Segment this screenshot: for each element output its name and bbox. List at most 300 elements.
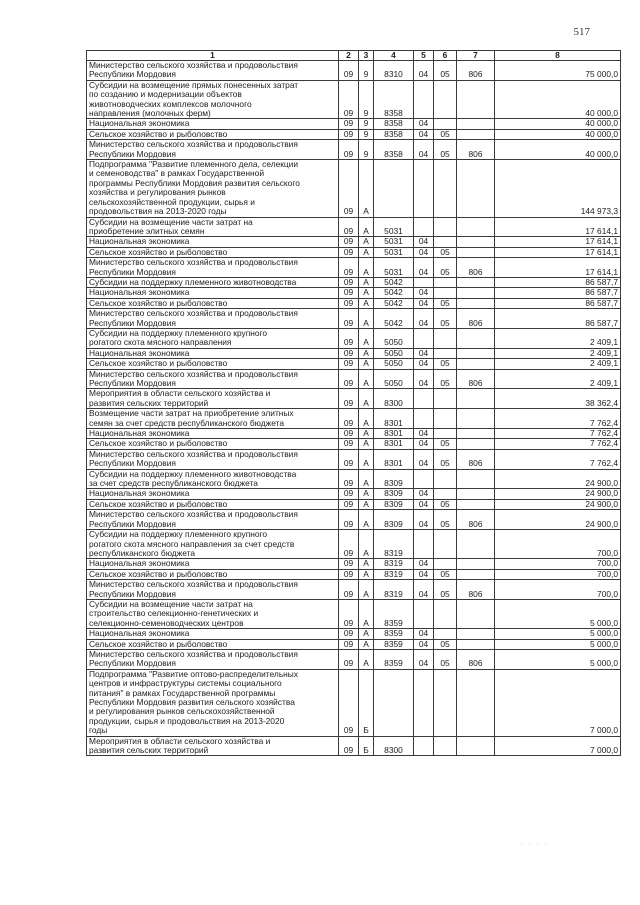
code-cell-2: 09 xyxy=(339,288,359,298)
code-cell-4: 8359 xyxy=(374,639,414,649)
table-row xyxy=(87,389,621,409)
code-cell-3: А xyxy=(359,298,374,308)
amount-cell: 17 614,1 xyxy=(495,237,621,247)
code-cell-5 xyxy=(414,217,434,237)
code-cell-2: 09 xyxy=(339,237,359,247)
row-name-cell: Министерство сельского хозяйства и продовольствия Республики Мордовия xyxy=(87,140,339,160)
code-cell-6 xyxy=(434,328,457,348)
code-cell-2: 09 xyxy=(339,669,359,736)
code-cell-4: 5031 xyxy=(374,237,414,247)
code-cell-6: 05 xyxy=(434,258,457,278)
code-cell-4: 8319 xyxy=(374,569,414,579)
code-cell-2: 09 xyxy=(339,510,359,530)
code-cell-3: А xyxy=(359,629,374,639)
table-row xyxy=(87,160,621,217)
code-cell-6 xyxy=(434,559,457,569)
code-cell-5: 04 xyxy=(414,569,434,579)
row-name-cell: Мероприятия в области сельского хозяйства и развития сельских территорий xyxy=(87,736,339,756)
code-cell-3: А xyxy=(359,510,374,530)
table-row xyxy=(87,140,621,160)
code-cell-5 xyxy=(414,160,434,217)
code-cell-6 xyxy=(434,409,457,429)
table-row xyxy=(87,669,621,736)
code-cell-2: 09 xyxy=(339,348,359,358)
amount-cell: 7 000,0 xyxy=(495,669,621,736)
amount-cell: 24 900,0 xyxy=(495,469,621,489)
code-cell-4: 8319 xyxy=(374,530,414,559)
code-cell-5: 04 xyxy=(414,580,434,600)
code-cell-5: 04 xyxy=(414,359,434,369)
code-cell-7 xyxy=(457,489,495,499)
code-cell-7 xyxy=(457,629,495,639)
code-cell-6: 05 xyxy=(434,140,457,160)
row-name-cell: Министерство сельского хозяйства и продовольствия Республики Мордовия xyxy=(87,510,339,530)
table-row xyxy=(87,569,621,579)
code-cell-4: 8310 xyxy=(374,61,414,81)
code-cell-4 xyxy=(374,160,414,217)
code-cell-2: 09 xyxy=(339,328,359,348)
code-cell-3: А xyxy=(359,569,374,579)
code-cell-3: А xyxy=(359,389,374,409)
code-cell-4: 8309 xyxy=(374,489,414,499)
amount-cell: 7 762,4 xyxy=(495,409,621,429)
code-cell-4: 5042 xyxy=(374,309,414,329)
code-cell-4: 8309 xyxy=(374,510,414,530)
code-cell-3: А xyxy=(359,449,374,469)
amount-cell: 5 000,0 xyxy=(495,639,621,649)
table-row xyxy=(87,217,621,237)
code-cell-4: 8358 xyxy=(374,129,414,139)
table-row xyxy=(87,449,621,469)
table-row xyxy=(87,369,621,389)
amount-cell: 5 000,0 xyxy=(495,629,621,639)
row-name-cell: Министерство сельского хозяйства и продовольствия Республики Мордовия xyxy=(87,258,339,278)
code-cell-5: 04 xyxy=(414,559,434,569)
code-cell-5: 04 xyxy=(414,288,434,298)
code-cell-7: 806 xyxy=(457,510,495,530)
code-cell-7: 806 xyxy=(457,61,495,81)
row-name-cell: Мероприятия в области сельского хозяйства и развития сельских территорий xyxy=(87,389,339,409)
code-cell-6 xyxy=(434,389,457,409)
code-cell-5: 04 xyxy=(414,298,434,308)
code-cell-7 xyxy=(457,736,495,756)
code-cell-2: 09 xyxy=(339,309,359,329)
amount-cell: 75 000,0 xyxy=(495,61,621,81)
table-row xyxy=(87,247,621,257)
code-cell-2: 09 xyxy=(339,369,359,389)
code-cell-6 xyxy=(434,217,457,237)
row-name-cell: Субсидии на возмещение прямых понесенных затрат по созданию и модернизации объектов животноводческих комплексов молочного направления (молочных ферм) xyxy=(87,80,339,119)
code-cell-2: 09 xyxy=(339,409,359,429)
code-cell-7 xyxy=(457,530,495,559)
code-cell-7 xyxy=(457,247,495,257)
code-cell-2: 09 xyxy=(339,258,359,278)
amount-cell: 7 762,4 xyxy=(495,449,621,469)
row-name-cell: Сельское хозяйство и рыболовство xyxy=(87,639,339,649)
amount-cell: 2 409,1 xyxy=(495,348,621,358)
code-cell-2: 09 xyxy=(339,277,359,287)
code-cell-5 xyxy=(414,409,434,429)
row-name-cell: Субсидии на возмещение части затрат на приобретение элитных семян xyxy=(87,217,339,237)
code-cell-6: 05 xyxy=(434,449,457,469)
code-cell-3: А xyxy=(359,469,374,489)
code-cell-5: 04 xyxy=(414,237,434,247)
code-cell-4: 8359 xyxy=(374,629,414,639)
column-header-6: 6 xyxy=(434,51,457,61)
code-cell-7 xyxy=(457,569,495,579)
code-cell-2: 09 xyxy=(339,469,359,489)
code-cell-2: 09 xyxy=(339,129,359,139)
amount-cell: 7 000,0 xyxy=(495,736,621,756)
column-header-1: 1 xyxy=(87,51,339,61)
code-cell-7: 806 xyxy=(457,369,495,389)
row-name-cell: Министерство сельского хозяйства и продовольствия Республики Мордовия xyxy=(87,649,339,669)
table-row xyxy=(87,439,621,449)
code-cell-7: 806 xyxy=(457,449,495,469)
row-name-cell: Национальная экономика xyxy=(87,429,339,439)
code-cell-3: А xyxy=(359,348,374,358)
code-cell-2: 09 xyxy=(339,599,359,628)
row-name-cell: Возмещение части затрат на приобретение элитных семян за счет средств республиканского бюджета xyxy=(87,409,339,429)
amount-cell: 40 000,0 xyxy=(495,119,621,129)
code-cell-6 xyxy=(434,489,457,499)
code-cell-3: 9 xyxy=(359,140,374,160)
code-cell-2: 09 xyxy=(339,530,359,559)
code-cell-3: 9 xyxy=(359,119,374,129)
code-cell-3: Б xyxy=(359,736,374,756)
code-cell-6: 05 xyxy=(434,298,457,308)
table-row xyxy=(87,469,621,489)
amount-cell: 700,0 xyxy=(495,569,621,579)
row-name-cell: Национальная экономика xyxy=(87,237,339,247)
code-cell-2: 09 xyxy=(339,119,359,129)
code-cell-2: 09 xyxy=(339,489,359,499)
code-cell-6 xyxy=(434,277,457,287)
table-row xyxy=(87,510,621,530)
code-cell-5: 04 xyxy=(414,439,434,449)
amount-cell: 2 409,1 xyxy=(495,328,621,348)
code-cell-2: 09 xyxy=(339,499,359,509)
row-name-cell: Министерство сельского хозяйства и продовольствия Республики Мордовия xyxy=(87,449,339,469)
code-cell-6 xyxy=(434,469,457,489)
code-cell-2: 09 xyxy=(339,160,359,217)
amount-cell: 24 900,0 xyxy=(495,489,621,499)
code-cell-7 xyxy=(457,217,495,237)
amount-cell: 86 587,7 xyxy=(495,309,621,329)
row-name-cell: Субсидии на возмещение части затрат на строительство селекционно-генетических и селекционно-семеноводческих центров xyxy=(87,599,339,628)
code-cell-4: 8358 xyxy=(374,140,414,160)
code-cell-3: А xyxy=(359,409,374,429)
code-cell-6 xyxy=(434,348,457,358)
amount-cell: 2 409,1 xyxy=(495,369,621,389)
amount-cell: 17 614,1 xyxy=(495,247,621,257)
code-cell-3: А xyxy=(359,217,374,237)
row-name-cell: Сельское хозяйство и рыболовство xyxy=(87,569,339,579)
amount-cell: 700,0 xyxy=(495,580,621,600)
code-cell-4: 5050 xyxy=(374,328,414,348)
code-cell-3: 9 xyxy=(359,129,374,139)
code-cell-7 xyxy=(457,409,495,429)
code-cell-4: 8301 xyxy=(374,409,414,429)
code-cell-3: 9 xyxy=(359,61,374,81)
column-header-8: 8 xyxy=(495,51,621,61)
row-name-cell: Национальная экономика xyxy=(87,348,339,358)
row-name-cell: Сельское хозяйство и рыболовство xyxy=(87,439,339,449)
table-row xyxy=(87,639,621,649)
code-cell-3: А xyxy=(359,277,374,287)
code-cell-2: 09 xyxy=(339,217,359,237)
code-cell-4: 8359 xyxy=(374,599,414,628)
column-header-3: 3 xyxy=(359,51,374,61)
table-row xyxy=(87,559,621,569)
code-cell-5 xyxy=(414,736,434,756)
code-cell-5: 04 xyxy=(414,258,434,278)
row-name-cell: Субсидии на поддержку племенного животноводства за счет средств республиканского бюджета xyxy=(87,469,339,489)
row-name-cell: Субсидии на поддержку племенного крупного рогатого скота мясного направления xyxy=(87,328,339,348)
code-cell-4: 5042 xyxy=(374,288,414,298)
code-cell-2: 09 xyxy=(339,559,359,569)
code-cell-6: 05 xyxy=(434,639,457,649)
table-row xyxy=(87,429,621,439)
code-cell-6: 05 xyxy=(434,569,457,579)
code-cell-4 xyxy=(374,669,414,736)
code-cell-4: 8309 xyxy=(374,469,414,489)
code-cell-3: А xyxy=(359,288,374,298)
code-cell-3: А xyxy=(359,649,374,669)
code-cell-3: 9 xyxy=(359,80,374,119)
table-row xyxy=(87,80,621,119)
code-cell-5: 04 xyxy=(414,489,434,499)
table-row xyxy=(87,129,621,139)
code-cell-6 xyxy=(434,80,457,119)
amount-cell: 86 587,7 xyxy=(495,298,621,308)
code-cell-7 xyxy=(457,439,495,449)
code-cell-3: А xyxy=(359,369,374,389)
column-header-2: 2 xyxy=(339,51,359,61)
amount-cell: 40 000,0 xyxy=(495,80,621,119)
code-cell-7 xyxy=(457,429,495,439)
code-cell-6 xyxy=(434,736,457,756)
code-cell-6 xyxy=(434,237,457,247)
row-name-cell: Подпрограмма "Развитие оптово-распределительных центров и инфраструктуры системы социального питания" в рамках Государственной программы Республики Мордовия развития сельского хозяйства и регулирования рынков сельскохозяйственной продукции, сырья и продовольствия на 2013-2020 годы xyxy=(87,669,339,736)
code-cell-5: 04 xyxy=(414,348,434,358)
code-cell-7 xyxy=(457,348,495,358)
code-cell-3: А xyxy=(359,309,374,329)
code-cell-6 xyxy=(434,530,457,559)
code-cell-3: А xyxy=(359,439,374,449)
table-row xyxy=(87,61,621,81)
code-cell-7 xyxy=(457,669,495,736)
code-cell-5: 04 xyxy=(414,639,434,649)
row-name-cell: Сельское хозяйство и рыболовство xyxy=(87,247,339,257)
code-cell-7 xyxy=(457,499,495,509)
code-cell-6: 05 xyxy=(434,439,457,449)
code-cell-2: 09 xyxy=(339,449,359,469)
code-cell-5 xyxy=(414,328,434,348)
code-cell-5: 04 xyxy=(414,61,434,81)
code-cell-6 xyxy=(434,629,457,639)
amount-cell: 7 762,4 xyxy=(495,439,621,449)
code-cell-4: 5050 xyxy=(374,359,414,369)
code-cell-2: 09 xyxy=(339,429,359,439)
table-row xyxy=(87,237,621,247)
code-cell-4: 5050 xyxy=(374,348,414,358)
margin-mark: · · · · xyxy=(521,841,548,847)
code-cell-5: 04 xyxy=(414,649,434,669)
row-name-cell: Сельское хозяйство и рыболовство xyxy=(87,298,339,308)
code-cell-6 xyxy=(434,160,457,217)
code-cell-3: А xyxy=(359,489,374,499)
code-cell-4: 5050 xyxy=(374,369,414,389)
row-name-cell: Национальная экономика xyxy=(87,119,339,129)
code-cell-7 xyxy=(457,298,495,308)
code-cell-2: 09 xyxy=(339,580,359,600)
table-row xyxy=(87,736,621,756)
code-cell-5: 04 xyxy=(414,140,434,160)
budget-table xyxy=(86,50,621,756)
code-cell-7 xyxy=(457,359,495,369)
code-cell-2: 09 xyxy=(339,298,359,308)
code-cell-5: 04 xyxy=(414,119,434,129)
code-cell-7 xyxy=(457,639,495,649)
code-cell-5 xyxy=(414,389,434,409)
amount-cell: 24 900,0 xyxy=(495,510,621,530)
row-name-cell: Национальная экономика xyxy=(87,629,339,639)
code-cell-7 xyxy=(457,389,495,409)
code-cell-4: 5042 xyxy=(374,298,414,308)
code-cell-6: 05 xyxy=(434,649,457,669)
code-cell-7 xyxy=(457,129,495,139)
code-cell-2: 09 xyxy=(339,61,359,81)
table-row xyxy=(87,359,621,369)
row-name-cell: Министерство сельского хозяйства и продовольствия Республики Мордовия xyxy=(87,61,339,81)
code-cell-6: 05 xyxy=(434,129,457,139)
code-cell-5: 04 xyxy=(414,629,434,639)
code-cell-2: 09 xyxy=(339,389,359,409)
code-cell-5 xyxy=(414,599,434,628)
row-name-cell: Субсидии на поддержку племенного крупного рогатого скота мясного направления за счет средств республиканского бюджета xyxy=(87,530,339,559)
code-cell-4: 8359 xyxy=(374,649,414,669)
code-cell-5: 04 xyxy=(414,309,434,329)
amount-cell: 17 614,1 xyxy=(495,217,621,237)
code-cell-3: А xyxy=(359,530,374,559)
table-row xyxy=(87,629,621,639)
code-cell-5: 04 xyxy=(414,449,434,469)
code-cell-5 xyxy=(414,669,434,736)
code-cell-4: 8358 xyxy=(374,119,414,129)
code-cell-6: 05 xyxy=(434,309,457,329)
amount-cell: 5 000,0 xyxy=(495,649,621,669)
amount-cell: 700,0 xyxy=(495,559,621,569)
row-name-cell: Министерство сельского хозяйства и продовольствия Республики Мордовия xyxy=(87,309,339,329)
code-cell-2: 09 xyxy=(339,569,359,579)
code-cell-7 xyxy=(457,328,495,348)
table-row xyxy=(87,499,621,509)
code-cell-7: 806 xyxy=(457,580,495,600)
code-cell-7: 806 xyxy=(457,258,495,278)
code-cell-3: А xyxy=(359,499,374,509)
amount-cell: 7 762,4 xyxy=(495,429,621,439)
code-cell-5 xyxy=(414,530,434,559)
amount-cell: 38 362,4 xyxy=(495,389,621,409)
amount-cell: 17 614,1 xyxy=(495,258,621,278)
code-cell-4: 5031 xyxy=(374,217,414,237)
code-cell-6: 05 xyxy=(434,510,457,530)
code-cell-4: 8358 xyxy=(374,80,414,119)
code-cell-2: 09 xyxy=(339,80,359,119)
column-header-7: 7 xyxy=(457,51,495,61)
table-row xyxy=(87,649,621,669)
table-row xyxy=(87,277,621,287)
code-cell-2: 09 xyxy=(339,359,359,369)
code-cell-4: 5031 xyxy=(374,258,414,278)
code-cell-5: 04 xyxy=(414,129,434,139)
table-row xyxy=(87,119,621,129)
code-cell-2: 09 xyxy=(339,629,359,639)
code-cell-7 xyxy=(457,277,495,287)
code-cell-5: 04 xyxy=(414,429,434,439)
amount-cell: 144 973,3 xyxy=(495,160,621,217)
table-row xyxy=(87,599,621,628)
code-cell-7: 806 xyxy=(457,649,495,669)
row-name-cell: Министерство сельского хозяйства и продовольствия Республики Мордовия xyxy=(87,369,339,389)
amount-cell: 40 000,0 xyxy=(495,140,621,160)
code-cell-4: 8300 xyxy=(374,736,414,756)
code-cell-6: 05 xyxy=(434,499,457,509)
code-cell-7: 806 xyxy=(457,140,495,160)
row-name-cell: Сельское хозяйство и рыболовство xyxy=(87,359,339,369)
code-cell-6 xyxy=(434,429,457,439)
table-row xyxy=(87,309,621,329)
code-cell-4: 8300 xyxy=(374,389,414,409)
code-cell-4: 8319 xyxy=(374,580,414,600)
code-cell-2: 09 xyxy=(339,439,359,449)
code-cell-5: 04 xyxy=(414,499,434,509)
amount-cell: 5 000,0 xyxy=(495,599,621,628)
code-cell-3: А xyxy=(359,559,374,569)
amount-cell: 40 000,0 xyxy=(495,129,621,139)
code-cell-2: 09 xyxy=(339,639,359,649)
code-cell-6: 05 xyxy=(434,61,457,81)
code-cell-5 xyxy=(414,277,434,287)
code-cell-3: А xyxy=(359,429,374,439)
code-cell-3: А xyxy=(359,639,374,649)
table-row xyxy=(87,258,621,278)
code-cell-4: 5031 xyxy=(374,247,414,257)
code-cell-4: 8309 xyxy=(374,499,414,509)
code-cell-3: А xyxy=(359,237,374,247)
code-cell-6: 05 xyxy=(434,247,457,257)
code-cell-7 xyxy=(457,160,495,217)
table-row xyxy=(87,298,621,308)
row-name-cell: Сельское хозяйство и рыболовство xyxy=(87,499,339,509)
page-number: 517 xyxy=(573,26,590,38)
code-cell-6: 05 xyxy=(434,369,457,389)
code-cell-5: 04 xyxy=(414,247,434,257)
amount-cell: 700,0 xyxy=(495,530,621,559)
code-cell-6 xyxy=(434,288,457,298)
code-cell-3: А xyxy=(359,328,374,348)
code-cell-3: А xyxy=(359,160,374,217)
column-header-4: 4 xyxy=(374,51,414,61)
code-cell-3: А xyxy=(359,247,374,257)
code-cell-5 xyxy=(414,80,434,119)
code-cell-7 xyxy=(457,119,495,129)
table-row xyxy=(87,489,621,499)
code-cell-7 xyxy=(457,80,495,119)
code-cell-7: 806 xyxy=(457,309,495,329)
row-name-cell: Сельское хозяйство и рыболовство xyxy=(87,129,339,139)
